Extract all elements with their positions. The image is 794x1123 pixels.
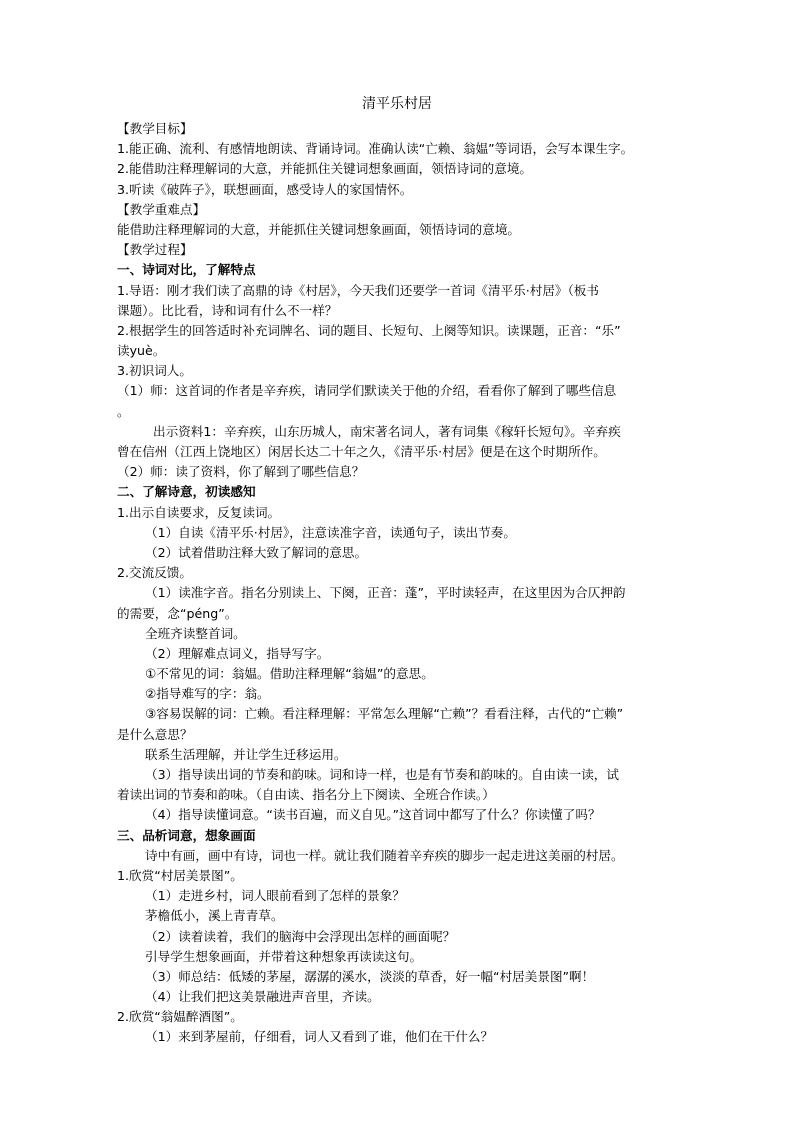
text-line: 的需要，念“péng”。 bbox=[117, 605, 238, 621]
text-line: ①不常见的词：翁媪。借助注释理解“翁媪”的意思。 bbox=[145, 666, 434, 682]
text-line: 出示资料1：辛弃疾，山东历城人，南宋著名词人，著有词集《稼轩长短句》。辛弃疾 bbox=[153, 423, 621, 439]
text-line: （3）师总结：低矮的茅屋，潺潺的溪水，淡淡的草香，好一幅“村居美景图”啊！ bbox=[145, 968, 595, 984]
text-line: 读yuè。 bbox=[117, 343, 166, 359]
text-line: （1）师：这首词的作者是辛弃疾，请同学们默读关于他的介绍，看看你了解到了哪些信息 bbox=[117, 383, 617, 399]
text-line: （1）来到茅屋前，仔细看，词人又看到了谁，他们在干什么？ bbox=[145, 1029, 494, 1045]
text-line: 茅檐低小，溪上青青草。 bbox=[145, 908, 284, 924]
text-line: 1.导语：刚才我们读了高鼎的诗《村居》，今天我们还要学一首词《清平乐·村居》（板书 bbox=[117, 282, 599, 298]
text-line: 诗中有画，画中有诗，词也一样。就让我们随着辛弃疾的脚步一起走进这美丽的村居。 bbox=[145, 847, 624, 863]
text-line: 1.欣赏“村居美景图”。 bbox=[117, 867, 243, 883]
text-line: （2）试着借助注释大致了解词的意思。 bbox=[145, 544, 368, 560]
text-line: （1）自读《清平乐·村居》，注意读准字音，读通句子，读出节奏。 bbox=[145, 524, 516, 540]
text-line: 2.根据学生的回答适时补充词牌名、词的题目、长短句、上阕等知识。读课题，正音：“乐” bbox=[117, 322, 621, 338]
text-line: 2.交流反馈。 bbox=[117, 565, 192, 581]
text-line: 全班齐读整首词。 bbox=[145, 625, 246, 641]
text-line: （4）让我们把这美景融进声音里，齐读。 bbox=[145, 989, 380, 1005]
part-heading: 二、了解诗意，初读感知 bbox=[117, 484, 256, 500]
section-heading: 【教学目标】 bbox=[117, 121, 193, 136]
text-line: 2.能借助注释理解词的大意，并能抓住关键词想象画面，领悟诗词的意境。 bbox=[117, 161, 533, 177]
part-heading: 三、品析词意，想象画面 bbox=[117, 827, 256, 843]
text-line: 课题）。比比看，诗和词有什么不一样？ bbox=[117, 302, 338, 318]
text-line: （4）指导读懂词意。“读书百遍，而义自见。”这首词中都写了什么？你读懂了吗？ bbox=[145, 807, 601, 823]
text-line: （3）指导读出词的节奏和韵味。词和诗一样，也是有节奏和韵味的。自由读一读，试 bbox=[145, 767, 619, 782]
text-line: （2）师：读了资料，你了解到了哪些信息？ bbox=[117, 464, 365, 480]
text-line: （2）理解难点词义，指导写字。 bbox=[145, 645, 330, 661]
text-line: 曾在信州（江西上饶地区）闲居长达二十年之久，《清平乐·村居》便是在这个时期所作。 bbox=[117, 444, 606, 459]
text-line: 联系生活理解，并让学生迁移运用。 bbox=[145, 746, 347, 762]
text-line: ②指导难写的字：翁。 bbox=[145, 686, 270, 702]
text-line: 是什么意思？ bbox=[117, 726, 193, 742]
text-line: （2）读着读着，我们的脑海中会浮现出怎样的画面呢？ bbox=[145, 928, 456, 944]
text-line: 1.出示自读要求，反复读词。 bbox=[117, 504, 281, 520]
text-line: ③容易误解的词：亡赖。看注释理解：平常怎么理解“亡赖”？看看注释，古代的“亡赖” bbox=[145, 706, 624, 722]
text-line: 。 bbox=[117, 403, 130, 419]
text-line: 3.听读《破阵子》，联想画面，感受诗人的家国情怀。 bbox=[117, 181, 413, 197]
text-line: 着读出词的节奏和韵味。（自由读、指名分上下阕读、全班合作读。） bbox=[117, 787, 495, 803]
section-heading: 【教学重难点】 bbox=[117, 201, 206, 217]
part-heading: 一、诗词对比，了解特点 bbox=[117, 262, 256, 278]
document-body bbox=[117, 119, 677, 1048]
document-title: 清平乐村居 bbox=[362, 96, 432, 112]
text-line: （1）走进乡村，词人眼前看到了怎样的景象？ bbox=[145, 888, 405, 904]
text-line: （1）读准字音。指名分别读上、下阕，正音：蓬”，平时读轻声，在这里因为合仄押韵 bbox=[145, 585, 626, 601]
text-line: 3.初识词人。 bbox=[117, 363, 192, 379]
text-line: 2.欣赏“翁媪醉酒图”。 bbox=[117, 1009, 243, 1025]
section-heading: 【教学过程】 bbox=[117, 242, 193, 258]
text-line: 能借助注释理解词的大意，并能抓住关键词想象画面，领悟诗词的意境。 bbox=[117, 221, 520, 237]
text-line: 引导学生想象画面，并带着这种想象再读读这句。 bbox=[145, 948, 423, 964]
text-line: 1.能正确、流利、有感情地朗读、背诵诗词。准确认读“亡赖、翁媪”等词语，会写本课生字。 bbox=[117, 141, 634, 157]
